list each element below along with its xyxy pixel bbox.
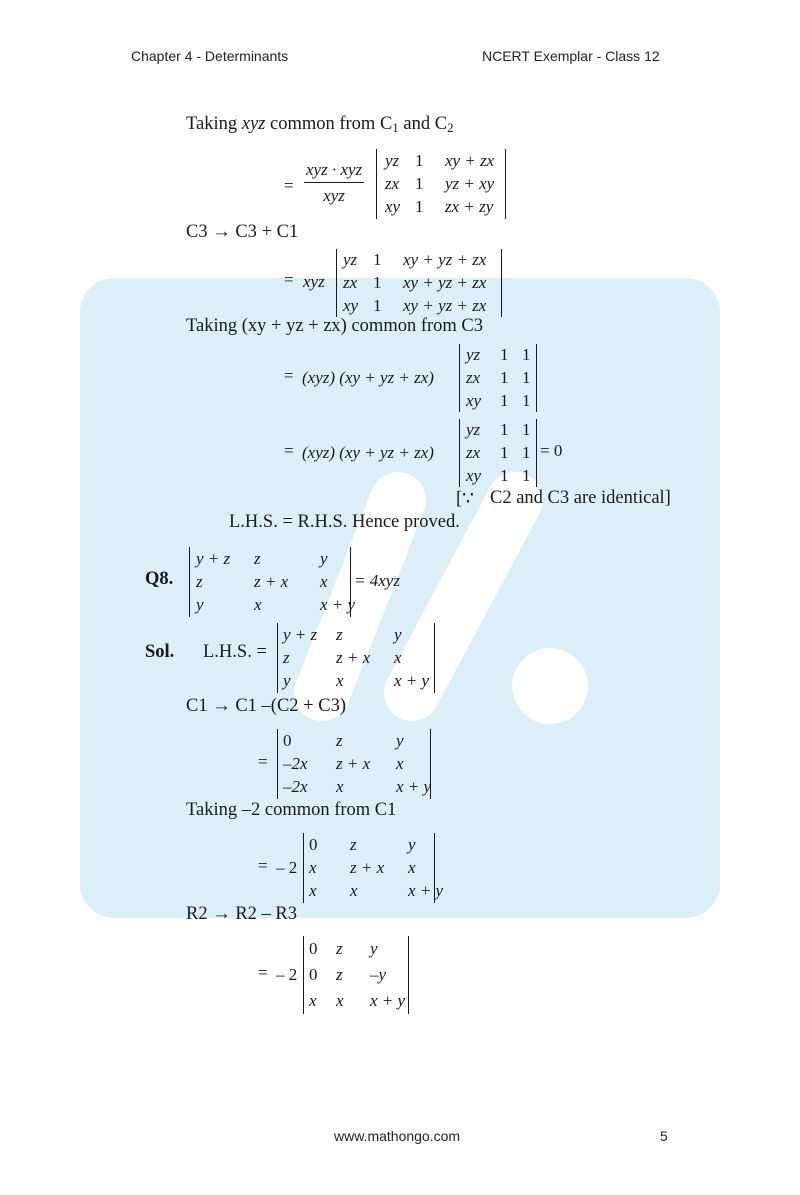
- coefficient-product-1: (xyz) (xy + yz + zx): [302, 368, 434, 387]
- determinant-3: [459, 344, 537, 412]
- matrix-row: [304, 990, 408, 1012]
- matrix-cell: 1: [522, 465, 531, 485]
- matrix-row: [278, 647, 434, 669]
- matrix-cell: 1: [522, 345, 531, 365]
- matrix-cell: y + z: [196, 548, 231, 568]
- matrix-cell: 1: [522, 368, 531, 387]
- matrix-cell: z: [336, 965, 343, 984]
- matrix-cell: xy + yz + zx: [403, 273, 487, 292]
- equals-zero: = 0: [540, 441, 563, 460]
- matrix-cell: yz: [466, 420, 481, 440]
- matrix-cell: –y: [370, 965, 387, 984]
- matrix-cell: x: [320, 572, 328, 591]
- matrix-cell: xy: [466, 390, 482, 410]
- matrix-row: [460, 390, 536, 412]
- equals-sign: =: [258, 856, 268, 875]
- equals-sign: =: [284, 441, 294, 460]
- matrix-row: [460, 367, 536, 389]
- matrix-cell: 0: [283, 730, 292, 750]
- matrix-cell: 1: [373, 250, 382, 270]
- step-taking-sum: Taking (xy + yz + zx) common from C3: [186, 316, 484, 336]
- matrix-cell: z + x: [336, 648, 371, 667]
- matrix-cell: x: [394, 648, 402, 667]
- equals-sign: =: [258, 752, 268, 771]
- matrix-cell: 1: [373, 295, 382, 315]
- determinant-4: [459, 419, 537, 487]
- matrix-row: [460, 419, 536, 441]
- matrix-cell: zx + zy: [445, 197, 494, 217]
- matrix-cell: z: [336, 730, 343, 750]
- question-label: Q8.: [145, 569, 174, 589]
- page-number: 5: [660, 1128, 668, 1144]
- header-book: NCERT Exemplar - Class 12: [482, 48, 660, 64]
- matrix-cell: y: [370, 939, 378, 958]
- matrix-cell: z + x: [254, 572, 289, 591]
- matrix-cell: yz + xy: [445, 174, 495, 193]
- matrix-cell: 0: [309, 834, 318, 854]
- matrix-cell: xy + yz + zx: [403, 295, 487, 315]
- matrix-cell: x: [396, 754, 404, 773]
- lhs-label: L.H.S. =: [203, 642, 267, 662]
- matrix-cell: x: [350, 881, 358, 901]
- matrix-cell: x + y: [320, 595, 356, 615]
- footer-url: www.mathongo.com: [334, 1128, 461, 1144]
- matrix-cell: x + y: [396, 777, 432, 797]
- determinant-2: [336, 249, 502, 317]
- matrix-cell: z + x: [350, 858, 385, 877]
- determinant-5: [277, 729, 431, 799]
- matrix-cell: zx: [466, 443, 481, 462]
- matrix-cell: yz: [385, 150, 400, 170]
- matrix-cell: zx: [385, 174, 400, 193]
- matrix-cell: z: [254, 548, 261, 568]
- matrix-row: [278, 730, 430, 752]
- matrix-cell: xy: [343, 295, 359, 315]
- matrix-row: [190, 571, 350, 593]
- matrix-row: [278, 776, 430, 798]
- matrix-cell: 1: [415, 174, 424, 193]
- operation-c3: C3 → C3 + C1: [186, 222, 299, 242]
- matrix-cell: y: [394, 624, 402, 644]
- because-symbol: [∵: [456, 489, 474, 509]
- matrix-cell: 0: [309, 939, 318, 958]
- matrix-row: [337, 249, 501, 271]
- matrix-cell: x + y: [370, 991, 406, 1010]
- operation-r2: R2 → R2 – R3: [186, 904, 298, 924]
- matrix-cell: 1: [373, 273, 382, 292]
- matrix-row: [460, 465, 536, 487]
- matrix-cell: x: [336, 671, 344, 691]
- matrix-cell: x: [309, 858, 317, 877]
- matrix-cell: x: [336, 777, 344, 797]
- matrix-cell: xy: [385, 197, 401, 217]
- matrix-row: [278, 624, 434, 646]
- matrix-row: [460, 442, 536, 464]
- matrix-cell: x: [309, 881, 317, 901]
- matrix-cell: z: [196, 572, 203, 591]
- equals-sign: =: [258, 963, 268, 982]
- matrix-cell: x: [336, 991, 344, 1010]
- determinant-6: [303, 833, 444, 903]
- matrix-row: [304, 834, 434, 856]
- matrix-cell: zx: [343, 273, 358, 292]
- matrix-cell: x: [408, 858, 416, 877]
- matrix-cell: 1: [500, 420, 509, 440]
- matrix-cell: 1: [415, 150, 424, 170]
- matrix-cell: y: [408, 834, 416, 854]
- coefficient-xyz: xyz: [303, 272, 325, 291]
- matrix-cell: y: [283, 671, 291, 691]
- matrix-cell: 1: [500, 345, 509, 365]
- matrix-cell: –2x: [283, 777, 308, 797]
- matrix-row: [337, 272, 501, 294]
- determinant-7: [303, 936, 409, 1014]
- matrix-cell: yz: [466, 345, 481, 365]
- step-taking-neg2: Taking –2 common from C1: [186, 800, 397, 820]
- matrix-row: [190, 548, 350, 570]
- matrix-cell: 1: [415, 197, 424, 217]
- matrix-cell: 1: [522, 390, 531, 410]
- matrix-cell: zx: [466, 368, 481, 387]
- matrix-cell: x: [309, 991, 317, 1010]
- matrix-row: [304, 857, 434, 879]
- matrix-cell: y + z: [283, 624, 318, 644]
- matrix-cell: 1: [500, 465, 509, 485]
- matrix-row: [278, 753, 430, 775]
- matrix-row: [377, 196, 505, 218]
- matrix-row: [337, 295, 501, 317]
- matrix-row: [304, 880, 444, 902]
- matrix-cell: xy + yz + zx: [403, 250, 487, 270]
- header-chapter: Chapter 4 - Determinants: [131, 48, 289, 64]
- matrix-row: [190, 594, 356, 616]
- matrix-cell: z: [336, 939, 343, 958]
- q8-rhs: = 4xyz: [354, 571, 400, 590]
- matrix-row: [304, 938, 408, 960]
- matrix-cell: 1: [500, 368, 509, 387]
- matrix-cell: y: [320, 548, 328, 568]
- coefficient-product-2: (xyz) (xy + yz + zx): [302, 443, 434, 462]
- equals-sign: =: [284, 366, 294, 385]
- matrix-cell: z: [336, 624, 343, 644]
- matrix-cell: x: [254, 595, 262, 615]
- matrix-row: [377, 173, 505, 195]
- matrix-cell: xy: [466, 465, 482, 485]
- matrix-cell: yz: [343, 250, 358, 270]
- matrix-cell: –2x: [283, 754, 308, 773]
- matrix-cell: y: [196, 595, 204, 615]
- matrix-cell: z: [283, 648, 290, 667]
- matrix-row: [304, 964, 408, 986]
- matrix-cell: 0: [309, 965, 318, 984]
- matrix-cell: 1: [500, 443, 509, 462]
- determinant-q8: [189, 547, 356, 617]
- matrix-cell: z + x: [336, 754, 371, 773]
- equals-sign: =: [284, 176, 294, 195]
- matrix-cell: x + y: [394, 671, 430, 691]
- determinant-1: [376, 149, 506, 219]
- matrix-cell: 1: [522, 420, 531, 440]
- matrix-cell: x + y: [408, 881, 444, 901]
- matrix-row: [460, 344, 536, 366]
- matrix-cell: 1: [522, 443, 531, 462]
- step-taking-xyz: Taking xyz common from $C_1$ and $C_2$: [186, 114, 454, 135]
- operation-c1: C1 → C1 –(C2 + C3): [186, 696, 346, 716]
- matrix-row: [377, 150, 505, 172]
- matrix-row: [278, 670, 434, 692]
- coefficient-neg2-a: – 2: [276, 858, 298, 877]
- coefficient-neg2-b: – 2: [276, 965, 298, 984]
- fraction: xyz · xyz xyz: [306, 160, 363, 205]
- solution-label: Sol.: [145, 642, 175, 662]
- matrix-cell: y: [396, 730, 404, 750]
- matrix-cell: 1: [500, 390, 509, 410]
- matrix-cell: z: [350, 834, 357, 854]
- because-note: C2 and C3 are identical]: [490, 488, 671, 508]
- determinant-lhs: [277, 623, 435, 693]
- conclusion: L.H.S. = R.H.S. Hence proved.: [229, 512, 460, 532]
- equals-sign: =: [284, 270, 294, 289]
- matrix-cell: xy + zx: [445, 150, 495, 170]
